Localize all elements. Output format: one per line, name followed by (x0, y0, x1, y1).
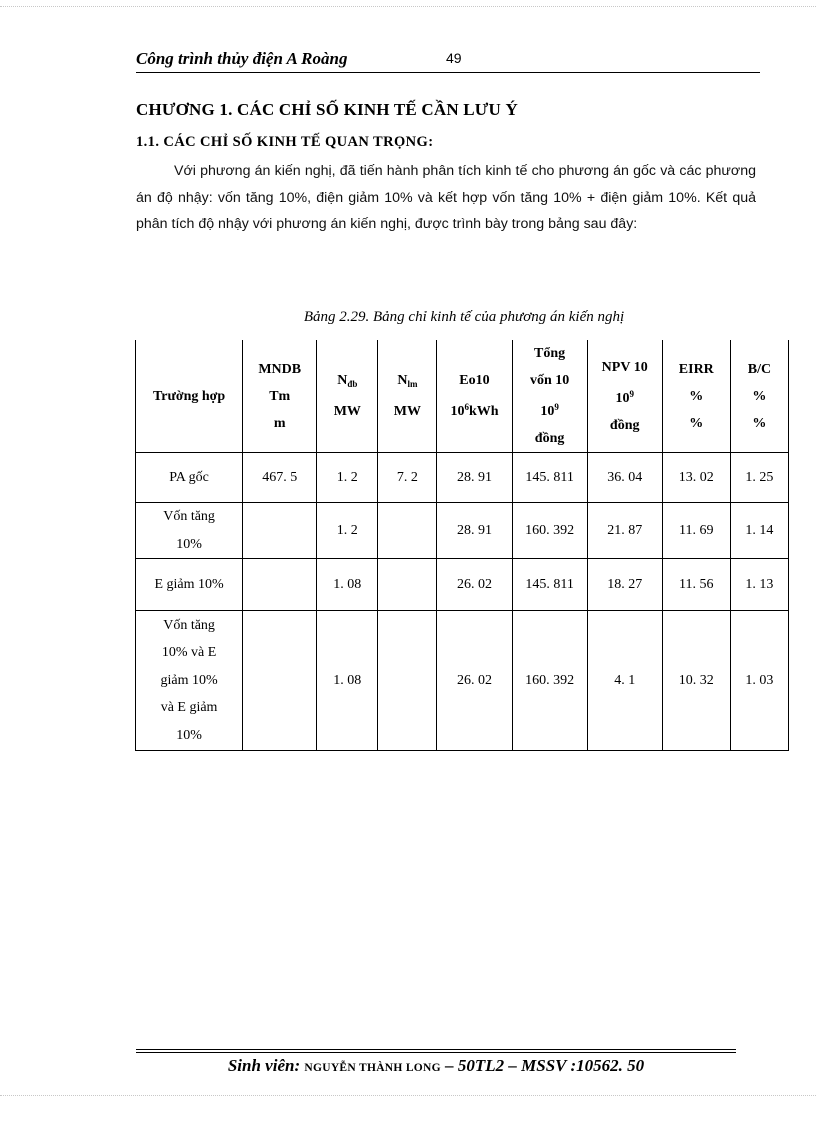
cell-total-capital: 160. 392 (512, 611, 587, 751)
table-body (136, 453, 789, 751)
cell-npv: 36. 04 (587, 453, 662, 503)
header-bc: B/C % % (730, 340, 788, 453)
cell-npv: 21. 87 (587, 503, 662, 559)
bottom-dotted-border (0, 1095, 816, 1096)
intro-paragraph (136, 158, 756, 238)
paragraph-text: Với phương án kiến nghị, đã tiến hành phân tích kinh tế cho phương án gốc và các phương án độ nhậy: vốn tăng 10%, điện giảm 10% và kết hợp vốn tăng 10% + điện giảm 10%. Kết quả phân tích độ nhậy với phương án kiến nghị, được trình bày trong bảng sau đây: (136, 163, 756, 232)
cell-npv: 4. 1 (587, 611, 662, 751)
cell-case: PA gốc (136, 453, 243, 503)
cell-bc: 1. 14 (730, 503, 788, 559)
footer-student-label: Sinh viên: (227, 1056, 301, 1075)
cell-nlm (378, 503, 437, 559)
cell-mndb: 467. 5 (243, 453, 317, 503)
table-row (136, 611, 789, 751)
header-nlm: $N_{lm}$ MW (378, 340, 437, 453)
chapter-heading: CHƯƠNG 1. CÁC CHỈ SỐ KINH TẾ CẦN LƯU Ý (136, 100, 518, 119)
cell-total-capital: 145. 811 (512, 453, 587, 503)
cell-mndb (243, 503, 317, 559)
cell-eirr: 11. 69 (662, 503, 730, 559)
cell-nlm (378, 611, 437, 751)
section-heading: 1.1. CÁC CHỈ SỐ KINH TẾ QUAN TRỌNG: (136, 134, 434, 150)
cell-mndb (243, 559, 317, 611)
cell-total-capital: 160. 392 (512, 503, 587, 559)
cell-nlm: 7. 2 (378, 453, 437, 503)
footer-student (136, 1056, 736, 1076)
cell-eo: 28. 91 (437, 503, 512, 559)
header-eirr: EIRR % % (662, 340, 730, 453)
header-mndb: MNDB Tm m (243, 340, 317, 453)
header-npv: NPV 10 $10^9$ đồng (587, 340, 662, 453)
economic-indicators-table (135, 340, 789, 751)
table-header-row (136, 340, 789, 453)
cell-eirr: 13. 02 (662, 453, 730, 503)
table-caption: Bảng 2.29. Bảng chỉ kinh tế của phương án kiến nghị (303, 309, 625, 325)
top-dotted-border (0, 6, 816, 7)
page-number: 49 (446, 50, 462, 66)
cell-ndb: 1. 2 (317, 503, 378, 559)
cell-ndb: 1. 08 (317, 559, 378, 611)
cell-case: Vốn tăng 10% (136, 503, 243, 559)
footer-class-id: – 50TL2 – MSSV :10562. 50 (440, 1056, 645, 1075)
cell-case: E giảm 10% (136, 559, 243, 611)
cell-eo: 28. 91 (437, 453, 512, 503)
table-row (136, 559, 789, 611)
footer-rule-bottom (136, 1052, 736, 1053)
header-ndb: $N_{đb}$ MW (317, 340, 378, 453)
cell-ndb: 1. 2 (317, 453, 378, 503)
table-row (136, 453, 789, 503)
cell-bc: 1. 13 (730, 559, 788, 611)
cell-case: Vốn tăng 10% và E giảm 10% và E giảm 10% (136, 611, 243, 751)
header-title: Công trình thủy điện A Roàng (136, 49, 348, 68)
cell-bc: 1. 03 (730, 611, 788, 751)
cell-eirr: 11. 56 (662, 559, 730, 611)
header-case: Trường hợp (136, 340, 243, 453)
cell-nlm (378, 559, 437, 611)
header-total-capital: Tổng vốn 10 $10^9$ đồng (512, 340, 587, 453)
footer-rule-top (136, 1049, 736, 1050)
header-eo: Eo10 $10^6kWh$ (437, 340, 512, 453)
cell-total-capital: 145. 811 (512, 559, 587, 611)
cell-eo: 26. 02 (437, 559, 512, 611)
cell-mndb (243, 611, 317, 751)
cell-bc: 1. 25 (730, 453, 788, 503)
cell-eirr: 10. 32 (662, 611, 730, 751)
cell-npv: 18. 27 (587, 559, 662, 611)
header-rule (136, 72, 760, 73)
footer-student-name: NGUYỄN THÀNH LONG (304, 1062, 441, 1074)
cell-ndb: 1. 08 (317, 611, 378, 751)
table-row (136, 503, 789, 559)
cell-eo: 26. 02 (437, 611, 512, 751)
